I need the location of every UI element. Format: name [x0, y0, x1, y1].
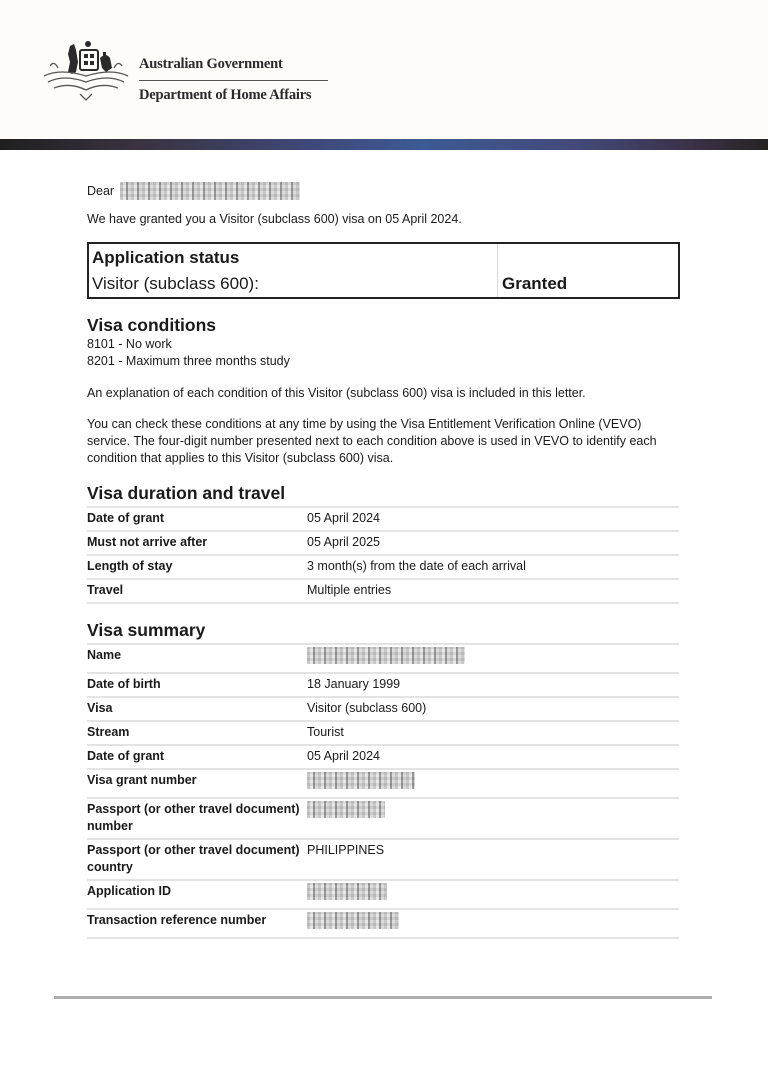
row-label: Visa	[87, 697, 307, 721]
letterhead	[0, 0, 768, 139]
visa-summary	[87, 620, 679, 939]
redacted-passport-number	[307, 801, 385, 818]
row-label: Date of grant	[87, 507, 307, 531]
visa-duration-travel	[87, 483, 679, 604]
salutation-text: Dear	[87, 184, 115, 198]
row-value: 3 month(s) from the date of each arrival	[307, 555, 679, 579]
duration-travel-table	[87, 506, 679, 604]
row-label: Must not arrive after	[87, 531, 307, 555]
redacted-visa-grant-number	[307, 772, 415, 789]
table-row	[87, 839, 679, 880]
visa-conditions	[87, 315, 679, 467]
status-divider	[497, 244, 498, 297]
row-label: Transaction reference number	[87, 909, 307, 938]
table-row	[87, 798, 679, 839]
row-label: Stream	[87, 721, 307, 745]
row-value	[307, 798, 679, 839]
redacted-transaction-reference	[307, 912, 399, 929]
coat-of-arms-icon	[40, 38, 132, 104]
row-value: Tourist	[307, 721, 679, 745]
table-row	[87, 673, 679, 697]
row-value: 05 April 2024	[307, 507, 679, 531]
row-value: 05 April 2024	[307, 745, 679, 769]
application-status-box	[87, 242, 680, 299]
visa-summary-table	[87, 643, 679, 939]
row-label: Name	[87, 644, 307, 673]
conditions-explanation: An explanation of each condition of this Visitor (subclass 600) visa is included in this letter.	[87, 386, 586, 400]
brand-divider	[139, 80, 328, 81]
application-status-label: Visitor (subclass 600):	[92, 274, 259, 293]
row-value: PHILIPPINES	[307, 839, 679, 880]
redacted-name	[307, 647, 465, 664]
table-row	[87, 745, 679, 769]
row-value: Visitor (subclass 600)	[307, 697, 679, 721]
table-row	[87, 579, 679, 603]
grant-intro: We have granted you a Visitor (subclass 600) visa on 05 April 2024.	[87, 212, 462, 226]
header-color-band	[0, 139, 768, 150]
table-row	[87, 531, 679, 555]
table-row	[87, 644, 679, 673]
row-value	[307, 644, 679, 673]
table-row	[87, 721, 679, 745]
row-label: Date of birth	[87, 673, 307, 697]
redacted-application-id	[307, 883, 387, 900]
table-row	[87, 697, 679, 721]
row-label: Passport (or other travel document) number	[87, 798, 307, 839]
visa-conditions-title: Visa conditions	[87, 315, 217, 335]
row-label: Length of stay	[87, 555, 307, 579]
redacted-recipient-name	[120, 182, 300, 200]
department-name: Department of Home Affairs	[139, 87, 312, 103]
row-value: 05 April 2025	[307, 531, 679, 555]
row-value: Multiple entries	[307, 579, 679, 603]
row-value	[307, 880, 679, 909]
row-label: Application ID	[87, 880, 307, 909]
vevo-note: You can check these conditions at any time by using the Visa Entitlement Verification Online (VEVO) service. The four-digit number presented next to each condition above is used in VEVO to identify each condition that applies to this Visitor (subclass 600) visa.	[87, 417, 657, 465]
table-row	[87, 507, 679, 531]
duration-travel-title: Visa duration and travel	[87, 483, 286, 503]
condition-item: 8101 - No work	[87, 337, 172, 351]
letter-body	[87, 180, 679, 939]
condition-item: 8201 - Maximum three months study	[87, 354, 290, 368]
table-row	[87, 769, 679, 798]
table-row	[87, 909, 679, 938]
row-label: Visa grant number	[87, 769, 307, 798]
row-value	[307, 909, 679, 938]
government-name: Australian Government	[139, 56, 283, 72]
agency-name	[139, 56, 328, 104]
application-status-title: Application status	[92, 248, 240, 267]
row-value: 18 January 1999	[307, 673, 679, 697]
visa-summary-title: Visa summary	[87, 620, 206, 640]
row-label: Travel	[87, 579, 307, 603]
salutation	[87, 180, 679, 202]
row-label: Date of grant	[87, 745, 307, 769]
table-row	[87, 555, 679, 579]
footer-divider	[54, 996, 712, 999]
row-value	[307, 769, 679, 798]
table-row	[87, 880, 679, 909]
application-status-value: Granted	[502, 274, 568, 293]
row-label: Passport (or other travel document) country	[87, 839, 307, 880]
